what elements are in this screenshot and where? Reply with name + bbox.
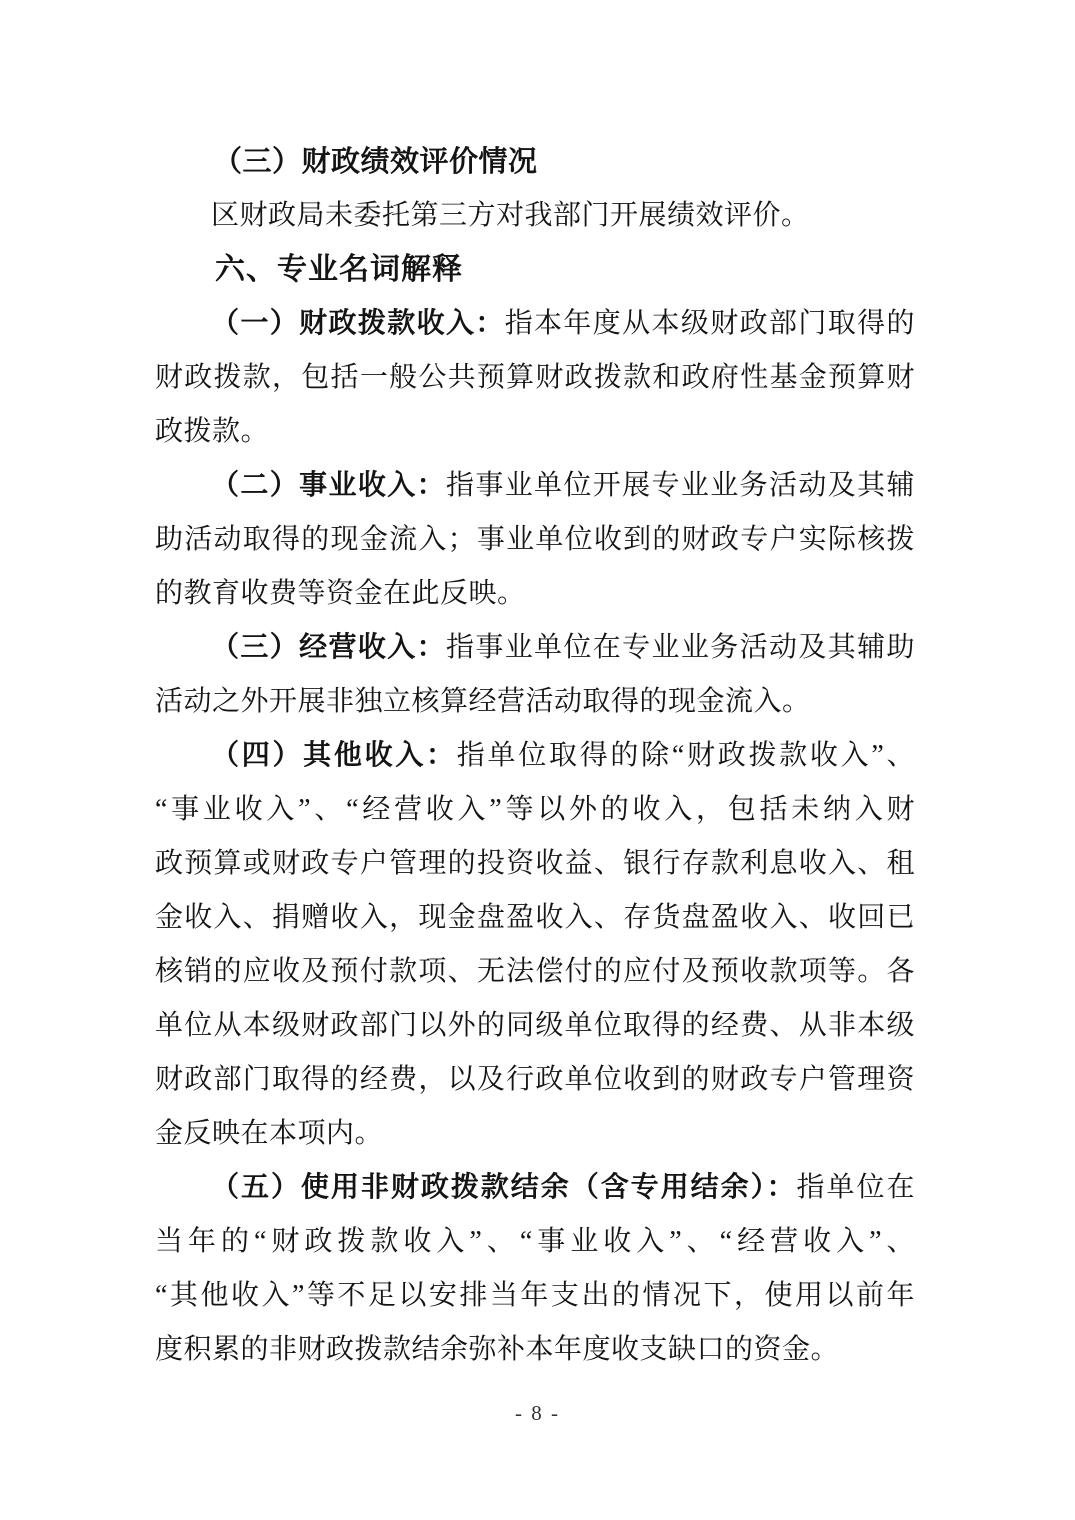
definition-text: 核销的应收及预付款项、无法偿付的应付及预收款项等。各 bbox=[155, 956, 915, 987]
definition-text: 助活动取得的现金流入；事业单位收到的财政专户实际核拨 bbox=[155, 524, 915, 555]
document-body bbox=[155, 135, 915, 1377]
page-number: - 8 - bbox=[515, 1401, 560, 1425]
text-line bbox=[155, 1269, 915, 1323]
definition-text: 指本年度从本级财政部门取得的 bbox=[504, 308, 915, 339]
definition-text: 政拨款。 bbox=[155, 416, 270, 447]
text-line bbox=[155, 891, 915, 945]
text-line bbox=[155, 1215, 915, 1269]
definition-text: 政预算或财政专户管理的投资收益、银行存款利息收入、租 bbox=[155, 848, 915, 879]
definition-text: 的教育收费等资金在此反映。 bbox=[155, 578, 526, 609]
paragraph bbox=[155, 459, 915, 621]
text-line bbox=[155, 1053, 915, 1107]
definition-text: 单位从本级财政部门以外的同级单位取得的经费、从非本级 bbox=[155, 1010, 915, 1041]
definition-text: 活动之外开展非独立核算经营活动取得的现金流入。 bbox=[155, 686, 811, 717]
text-line bbox=[155, 567, 915, 621]
text-line bbox=[155, 1107, 915, 1161]
text-line bbox=[155, 945, 915, 999]
heading-line bbox=[155, 243, 915, 297]
definition-text: 当年的“财政拨款收入”、“事业收入”、“经营收入”、 bbox=[155, 1226, 915, 1257]
text-line bbox=[155, 729, 915, 783]
term-label: （二）事业收入： bbox=[211, 470, 446, 501]
definition-text: 指单位取得的除“财政拨款收入”、 bbox=[456, 740, 915, 771]
text-line bbox=[155, 675, 915, 729]
sub-section-heading bbox=[155, 135, 915, 189]
definition-text: 指事业单位开展专业业务活动及其辅 bbox=[445, 470, 915, 501]
heading-line bbox=[155, 135, 915, 189]
text-line bbox=[155, 459, 915, 513]
text-line bbox=[155, 405, 915, 459]
paragraph bbox=[155, 729, 915, 1161]
definition-text: 度积累的非财政拨款结余弥补本年度收支缺口的资金。 bbox=[155, 1334, 840, 1365]
paragraph bbox=[155, 621, 915, 729]
text-line bbox=[155, 297, 915, 351]
text-line bbox=[155, 621, 915, 675]
section-heading bbox=[155, 243, 915, 297]
text-line bbox=[155, 351, 915, 405]
text-line bbox=[155, 999, 915, 1053]
definition-text: 指事业单位在专业业务活动及其辅助 bbox=[445, 632, 915, 663]
definition-text: “其他收入”等不足以安排当年支出的情况下，使用以前年 bbox=[155, 1280, 915, 1311]
paragraph bbox=[155, 189, 915, 243]
term-label: （四）其他收入： bbox=[211, 740, 457, 771]
text-line bbox=[155, 783, 915, 837]
term-label: （三）经营收入： bbox=[211, 632, 446, 663]
text-line bbox=[155, 1161, 915, 1215]
text-line bbox=[155, 837, 915, 891]
definition-text: “事业收入”、“经营收入”等以外的收入，包括未纳入财 bbox=[155, 794, 915, 825]
definition-text: 财政部门取得的经费，以及行政单位收到的财政专户管理资 bbox=[155, 1064, 915, 1095]
definition-text: 金反映在本项内。 bbox=[155, 1118, 384, 1149]
definition-text: 指单位在 bbox=[796, 1172, 915, 1203]
term-label: （五）使用非财政拨款结余（含专用结余）： bbox=[211, 1172, 797, 1203]
definition-text: 财政拨款，包括一般公共预算财政拨款和政府性基金预算财 bbox=[155, 362, 915, 393]
text-line bbox=[155, 1323, 915, 1377]
text-line bbox=[155, 189, 915, 243]
definition-text: 金收入、捐赠收入，现金盘盈收入、存货盘盈收入、收回已 bbox=[155, 902, 915, 933]
paragraph bbox=[155, 297, 915, 459]
term-label: （一）财政拨款收入： bbox=[211, 308, 505, 339]
term-label: （三）财政绩效评价情况 bbox=[213, 146, 538, 178]
definition-text: 区财政局未委托第三方对我部门开展绩效评价。 bbox=[211, 200, 810, 231]
text-line bbox=[155, 513, 915, 567]
paragraph bbox=[155, 1161, 915, 1377]
term-label: 六、专业名词解释 bbox=[215, 253, 463, 286]
